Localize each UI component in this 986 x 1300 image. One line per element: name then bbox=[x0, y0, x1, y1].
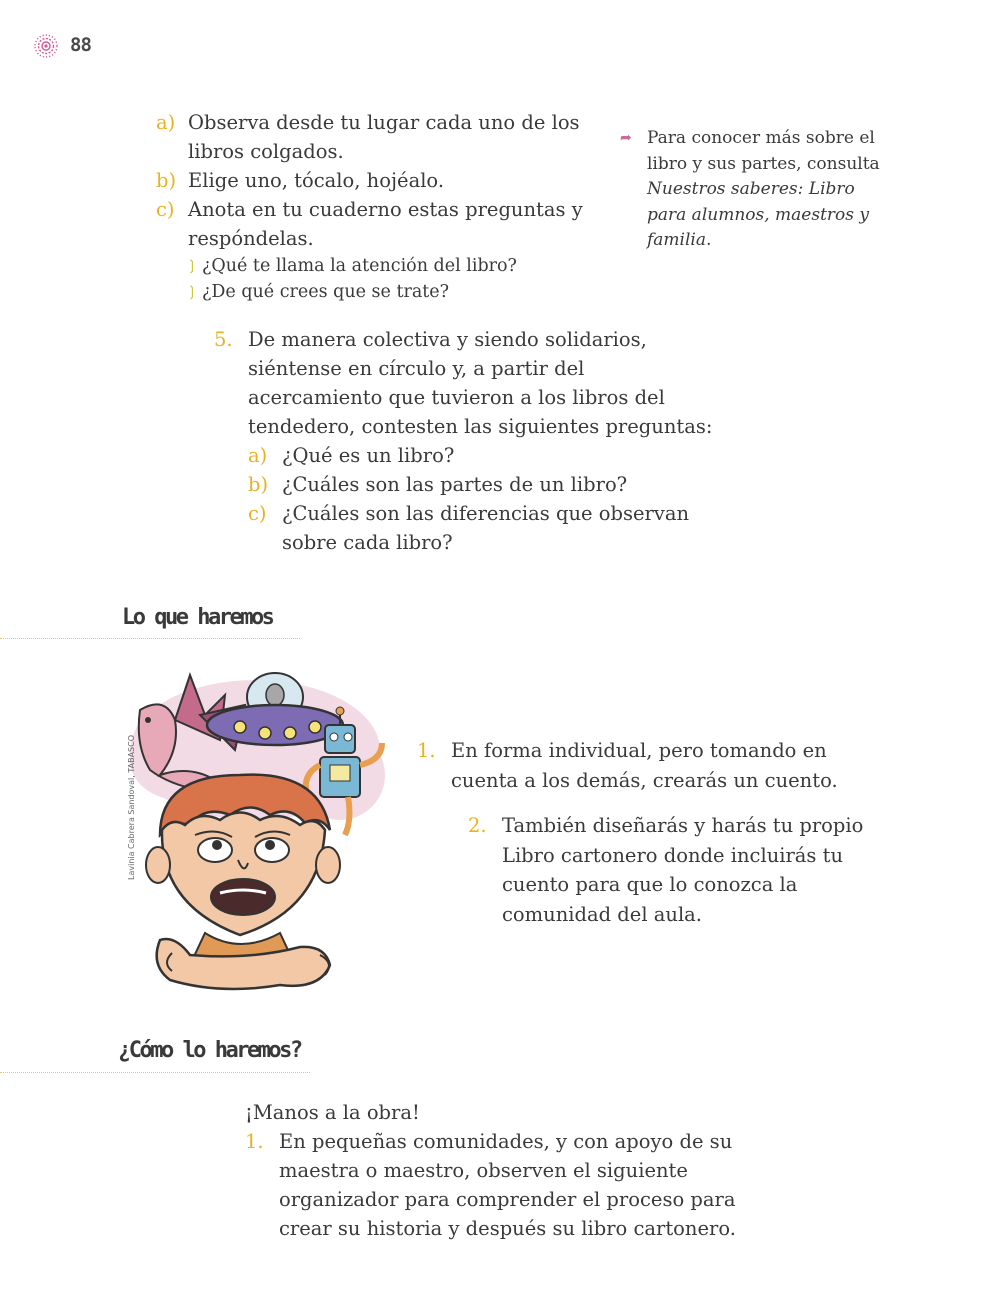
list-item bbox=[156, 108, 616, 166]
page-number: 88 bbox=[70, 34, 91, 56]
item-marker: a) bbox=[248, 444, 268, 467]
what-item-1 bbox=[417, 736, 857, 796]
step-5-questions bbox=[214, 441, 714, 557]
side-note-text-part: Para conocer más sobre el libro y sus partes, consulta bbox=[647, 128, 880, 174]
item-text: También diseñarás y harás tu propio Libro cartonero donde incluirás tu cuento para que lo conozca la comunidad del aula. bbox=[502, 814, 864, 926]
arrow-icon: ➦ bbox=[620, 130, 632, 146]
step-text: De manera colectiva y siendo solidarios, siéntense en círculo y, a partir del acercamiento que tuvieron a los libros del tendedero, contesten las siguientes preguntas: bbox=[248, 328, 713, 438]
item-marker: c) bbox=[248, 502, 267, 525]
item-text: Observa desde tu lugar cada uno de los libros colgados. bbox=[188, 111, 580, 163]
what-item-2 bbox=[468, 811, 888, 929]
bullet-icon: ❳ bbox=[186, 258, 198, 274]
item-text: ¿Cuáles son las diferencias que observan sobre cada libro? bbox=[282, 502, 690, 554]
item-marker: 2. bbox=[468, 814, 487, 837]
list-item bbox=[468, 811, 888, 929]
item-text: En forma individual, pero tomando en cuenta a los demás, crearás un cuento. bbox=[451, 739, 838, 792]
bullet-icon: ❳ bbox=[186, 284, 198, 300]
item-marker: b) bbox=[248, 473, 269, 496]
question-text: ¿De qué crees que se trate? bbox=[202, 282, 450, 302]
item-text: Elige uno, tócalo, hojéalo. bbox=[188, 169, 445, 192]
illustration-credit: Lavinia Cabrera Sandoval, TABASCO bbox=[127, 734, 136, 880]
list-item bbox=[417, 736, 857, 796]
step-marker: 5. bbox=[214, 328, 233, 351]
item-marker: b) bbox=[156, 169, 177, 192]
item-marker: c) bbox=[156, 198, 175, 221]
question-text: ¿Qué te llama la atención del libro? bbox=[202, 256, 517, 276]
step-5-main bbox=[214, 325, 714, 441]
item-text: En pequeñas comunidades, y con apoyo de su maestra o maestro, observen el siguiente organizador para comprender el proceso para crear su historia y después su libro cartonero. bbox=[279, 1130, 736, 1240]
list-item bbox=[156, 166, 616, 195]
list-item bbox=[248, 441, 714, 470]
question-item bbox=[156, 279, 616, 305]
boy-imagining-illustration bbox=[120, 665, 400, 1015]
section-rule bbox=[0, 638, 300, 639]
list-item bbox=[248, 499, 714, 557]
book-reference: Nuestros saberes: Libro para alumnos, maestros y familia bbox=[647, 179, 870, 250]
intro-text: ¡Manos a la obra! bbox=[245, 1101, 420, 1124]
item-text: ¿Cuáles son las partes de un libro? bbox=[282, 473, 628, 496]
how-list bbox=[245, 1098, 765, 1243]
sun-ornament-icon bbox=[30, 30, 62, 62]
item-marker: 1. bbox=[245, 1130, 264, 1153]
item-text: Anota en tu cuaderno estas preguntas y respóndelas. bbox=[188, 198, 583, 250]
item-text: ¿Qué es un libro? bbox=[282, 444, 455, 467]
section-title-what: Lo que haremos bbox=[122, 605, 273, 630]
question-item bbox=[156, 253, 616, 279]
activity-list bbox=[156, 108, 616, 305]
item-marker: a) bbox=[156, 111, 176, 134]
step-5 bbox=[214, 325, 714, 557]
list-item bbox=[248, 470, 714, 499]
side-note-text bbox=[647, 126, 880, 254]
section-title-how: ¿Cómo lo haremos? bbox=[118, 1038, 301, 1063]
section-rule bbox=[0, 1072, 310, 1073]
item-marker: 1. bbox=[417, 739, 436, 762]
side-note-text-end: . bbox=[706, 230, 712, 250]
list-item bbox=[156, 195, 616, 253]
list-item bbox=[245, 1127, 765, 1243]
side-note bbox=[620, 126, 880, 254]
